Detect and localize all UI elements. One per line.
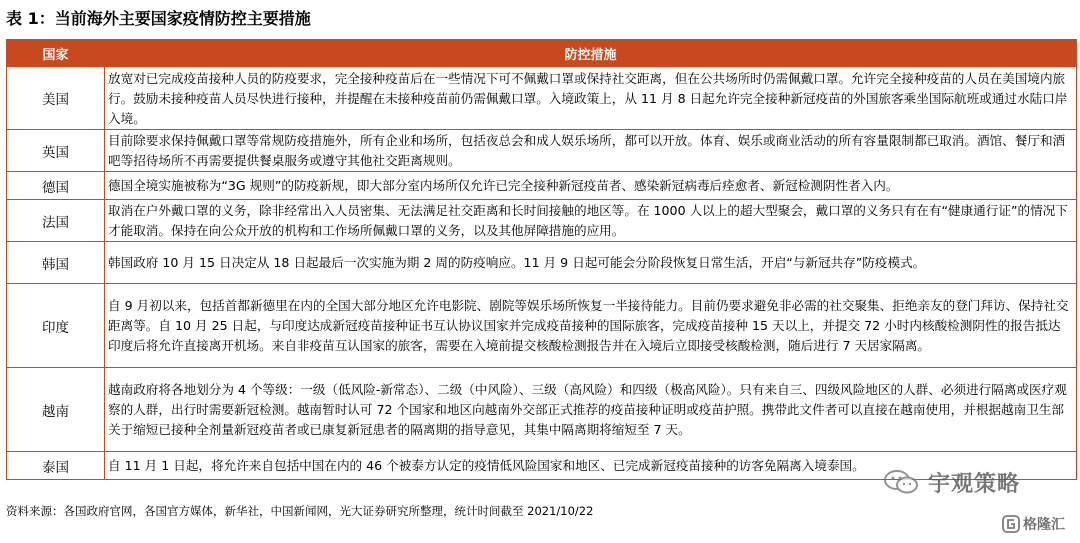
table-row (7, 368, 1077, 452)
table-row (7, 67, 1077, 130)
wechat-icon (882, 468, 922, 496)
measures-table (6, 39, 1077, 480)
table-row (7, 242, 1077, 284)
measures-cell: 自 9 月初以来，包括首都新德里在内的全国大部分地区允许电影院、剧院等娱乐场所恢复一半接待能力。目前仍要求避免非必需的社交聚集、拒绝亲友的登门拜访、保持社交距离等。自 10 月 25 日起，与印度达成新冠疫苗接种证书互认协议国家并完成疫苗接种的国际旅客，完成疫苗接种 15 天以上，并提交 72 小时内核酸检测阴性的报告抵达印度后将允许直接离开机场。来自非疫苗互认国家的旅客，需要在入境前提交核酸检测报告并在入境后立即接受核酸检测，随后进行 7 天居家隔离。 (105, 284, 1077, 368)
measures-cell: 韩国政府 10 月 15 日决定从 18 日起最后一次实施为期 2 周的防疫响应。11 月 9 日起可能会分阶段恢复日常生活，开启“与新冠共存”防疫模式。 (105, 242, 1077, 284)
table-title: 表 1：当前海外主要国家疫情防控主要措施 (6, 9, 311, 28)
country-column-header: 国家 (7, 40, 105, 67)
measures-cell: 自 11 月 1 日起，将允许来自包括中国在内的 46 个被泰方认定的疫情低风险国家和地区、已完成新冠疫苗接种的访客免隔离入境泰国。 (105, 452, 1077, 480)
country-cell: 英国 (7, 130, 105, 172)
measures-cell: 德国全境实施被称为“3G 规则”的防疫新规，即大部分室内场所仅允许已完全接种新冠疫苗者、感染新冠病毒后痊愈者、新冠检测阴性者入内。 (105, 172, 1077, 200)
gelonghui-watermark (1002, 513, 1065, 535)
gelonghui-logo-icon (1002, 515, 1020, 533)
country-cell: 法国 (7, 200, 105, 242)
measures-cell: 取消在户外戴口罩的义务，除非经常出入人员密集、无法满足社交距离和长时间接触的地区等。在 1000 人以上的超大型聚会，戴口罩的义务只有在有“健康通行证”的情况下才能取消。保持在向公众开放的机构和工作场所佩戴口罩的义务，以及其他屏障措施的应用。 (105, 200, 1077, 242)
measures-cell: 放宽对已完成疫苗接种人员的防疫要求，完全接种疫苗后在一些情况下可不佩戴口罩或保持社交距离，但在公共场所时仍需佩戴口罩。允许完全接种疫苗的人员在美国境内旅行。鼓励未接种疫苗人员尽快进行接种，并提醒在未接种疫苗前仍需佩戴口罩。入境政策上，从 11 月 8 日起允许完全接种新冠疫苗的外国旅客乘坐国际航班或通过水陆口岸入境。 (105, 67, 1077, 130)
measures-cell: 目前除要求保持佩戴口罩等常规防疫措施外，所有企业和场所，包括夜总会和成人娱乐场所，都可以开放。体育、娱乐或商业活动的所有容量限制都已取消。酒馆、餐厅和酒吧等招待场所不再需要提供餐桌服务或遵守其他社交距离规则。 (105, 130, 1077, 172)
country-cell: 美国 (7, 67, 105, 130)
country-cell: 泰国 (7, 452, 105, 480)
table-row (7, 284, 1077, 368)
table-row (7, 200, 1077, 242)
source-note: 资料来源：各国政府官网，各国官方媒体，新华社，中国新闻网，光大证券研究所整理，统计时间截至 2021/10/22 (6, 504, 594, 518)
measures-column-header: 防控措施 (105, 40, 1077, 67)
country-cell: 印度 (7, 284, 105, 368)
gelonghui-watermark-text: 格隆汇 (1023, 517, 1065, 533)
table-row (7, 130, 1077, 172)
measures-cell: 越南政府将各地划分为 4 个等级：一级（低风险-新常态）、二级（中风险）、三级（高风险）和四级（极高风险）。只有来自三、四级风险地区的人群、必须进行隔离或医疗观察的人群，出行时需要新冠检测。越南暂时认可 72 个国家和地区向越南外交部正式推荐的疫苗接种证明或疫苗护照。携带此文件者可以直接在越南使用，并根据越南卫生部关于缩短已接种全剂量新冠疫苗者或已康复新冠患者的隔离期的指导意见，其集中隔离期将缩短至 7 天。 (105, 368, 1077, 452)
wechat-watermark-text: 宇观策略 (928, 471, 1021, 497)
wechat-watermark (882, 468, 1020, 496)
table-header-row (7, 40, 1077, 67)
country-cell: 德国 (7, 172, 105, 200)
table-row (7, 172, 1077, 200)
country-cell: 越南 (7, 368, 105, 452)
country-cell: 韩国 (7, 242, 105, 284)
